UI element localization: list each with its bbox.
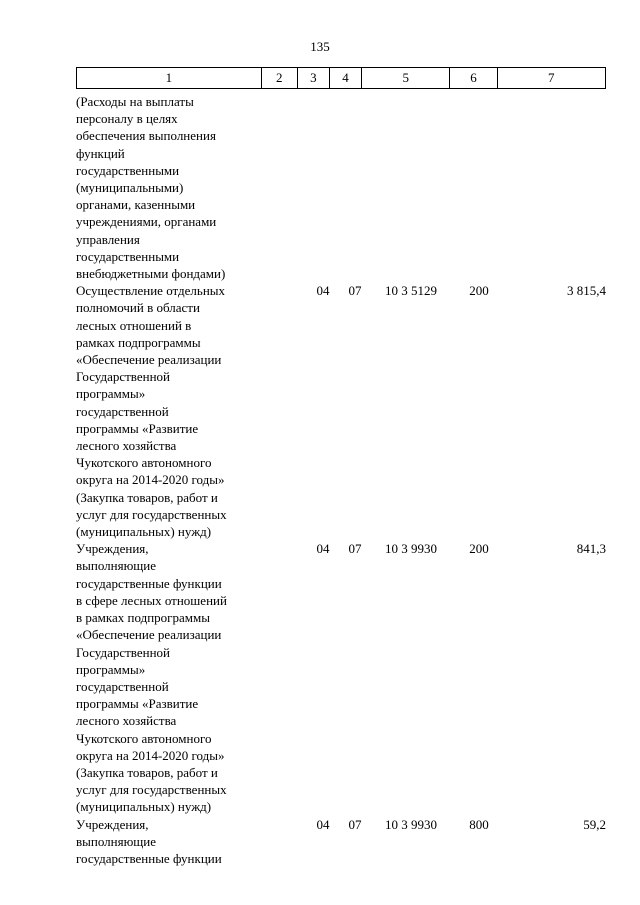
description-line: функций — [76, 145, 125, 161]
row-expense-type: 800 — [469, 816, 489, 832]
description-line: (муниципальными) — [76, 180, 184, 196]
description-line: лесного хозяйства — [76, 438, 177, 454]
row-amount: 59,2 — [583, 816, 606, 832]
header-col-1: 1 — [77, 68, 262, 89]
row-subsection: 07 — [348, 816, 362, 832]
description-line: «Обеспечение реализации — [76, 352, 222, 368]
description-line: лесного хозяйства — [76, 713, 177, 729]
description-line: услуг для государственных — [76, 506, 227, 522]
description-line: внебюджетными фондами) — [76, 266, 226, 282]
description-line: округа на 2014-2020 годы» — [76, 747, 225, 763]
description-line: органами, казенными — [76, 197, 196, 213]
description-line: (Закупка товаров, работ и — [76, 489, 218, 505]
description-line: Государственной — [76, 369, 171, 385]
description-line: (муниципальных) нужд) — [76, 524, 212, 540]
header-col-2: 2 — [261, 68, 297, 89]
description-line: полномочий в области — [76, 300, 200, 316]
header-col-7: 7 — [497, 68, 605, 89]
description-line: округа на 2014-2020 годы» — [76, 472, 225, 488]
description-line: (Расходы на выплаты — [76, 94, 194, 109]
row-subsection: 07 — [348, 541, 362, 557]
description-line: государственной — [76, 403, 169, 419]
table-row — [76, 816, 606, 868]
row-description — [76, 816, 256, 868]
row-amount: 3 815,4 — [567, 283, 606, 299]
header-col-4: 4 — [329, 68, 361, 89]
row-expense-type: 200 — [469, 283, 489, 299]
description-line: Чукотского автономного — [76, 455, 212, 471]
description-line: управления — [76, 231, 140, 247]
description-line: (Закупка товаров, работ и — [76, 764, 218, 780]
description-line: государственные функции — [76, 850, 222, 866]
row-section: 04 — [316, 816, 330, 832]
description-line: в сфере лесных отношений — [76, 592, 227, 608]
description-line: (муниципальных) нужд) — [76, 799, 212, 815]
header-col-6: 6 — [450, 68, 497, 89]
description-line: выполняющие — [76, 833, 157, 849]
description-line: государственные функции — [76, 575, 222, 591]
description-line: государственной — [76, 678, 169, 694]
row-target-article: 10 3 5129 — [385, 283, 437, 299]
table-header — [76, 67, 606, 89]
description-line: выполняющие — [76, 558, 157, 574]
table-row — [76, 93, 606, 282]
row-description — [76, 282, 256, 540]
description-line: услуг для государственных — [76, 782, 227, 798]
row-description — [76, 93, 256, 282]
description-line: Учреждения, — [76, 541, 149, 557]
description-line: Государственной — [76, 644, 171, 660]
description-line: Учреждения, — [76, 816, 149, 832]
description-line: лесных отношений в — [76, 317, 192, 333]
page-number: 135 — [310, 39, 330, 54]
description-line: рамках подпрограммы — [76, 334, 201, 350]
description-line: государственными — [76, 248, 180, 264]
row-subsection: 07 — [348, 283, 362, 299]
row-expense-type: 200 — [469, 541, 489, 557]
description-line: программы «Развитие — [76, 696, 199, 712]
description-line: учреждениями, органами — [76, 214, 217, 230]
table-row — [76, 540, 606, 815]
row-section: 04 — [316, 283, 330, 299]
description-line: программы» — [76, 386, 146, 402]
description-line: обеспечения выполнения — [76, 128, 216, 144]
row-description — [76, 540, 256, 815]
description-line: программы «Развитие — [76, 420, 199, 436]
table-row — [76, 282, 606, 540]
description-line: Чукотского автономного — [76, 730, 212, 746]
row-section: 04 — [316, 541, 330, 557]
table-body — [76, 93, 606, 867]
row-amount: 841,3 — [576, 541, 606, 557]
row-target-article: 10 3 9930 — [385, 816, 437, 832]
header-col-5: 5 — [362, 68, 450, 89]
header-col-3: 3 — [297, 68, 329, 89]
description-line: государственными — [76, 162, 180, 178]
description-line: в рамках подпрограммы — [76, 610, 210, 626]
description-line: «Обеспечение реализации — [76, 627, 222, 643]
description-line: программы» — [76, 661, 146, 677]
description-line: персоналу в целях — [76, 111, 178, 127]
description-line: Осуществление отдельных — [76, 283, 226, 299]
row-target-article: 10 3 9930 — [385, 541, 437, 557]
